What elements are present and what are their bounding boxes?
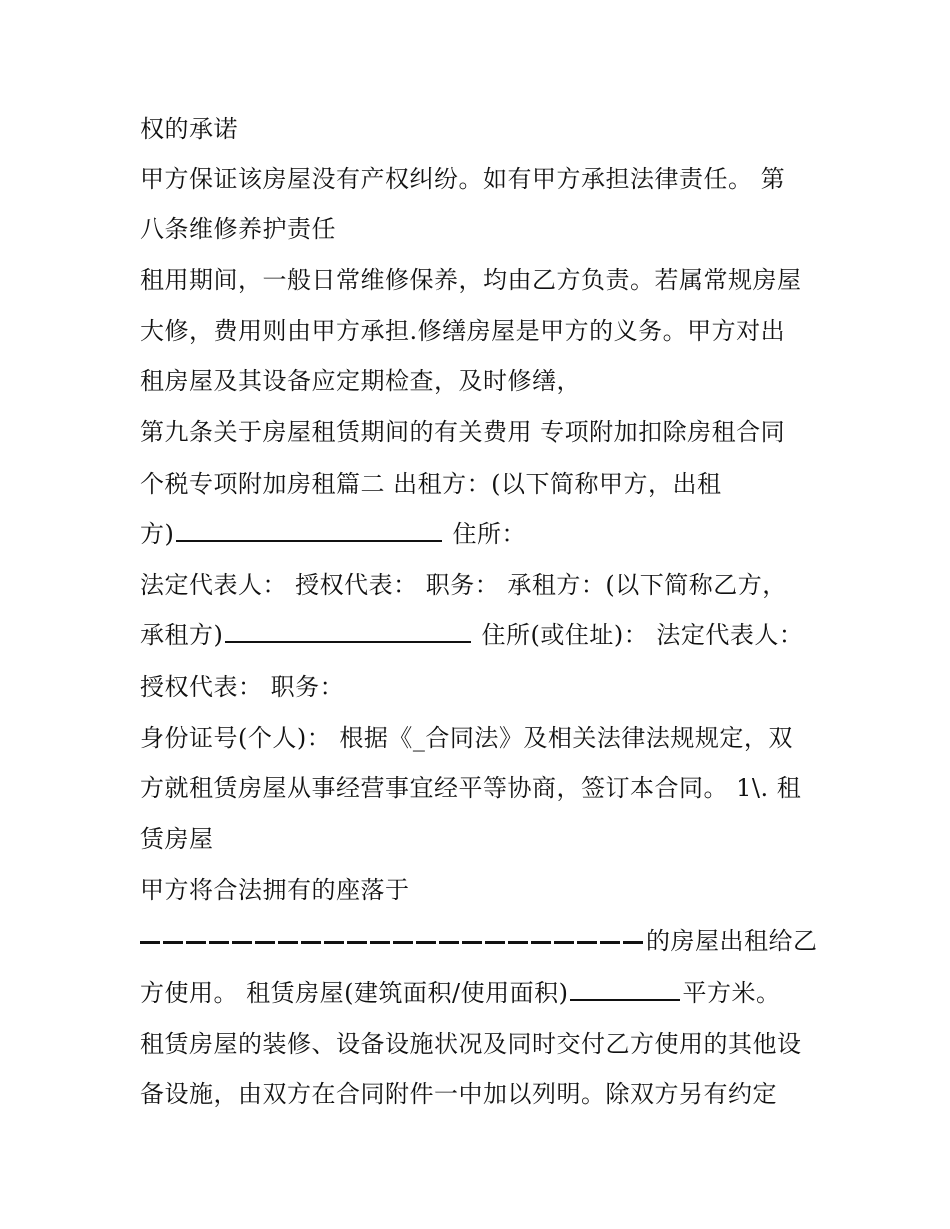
text-line xyxy=(140,925,818,957)
text: 方) xyxy=(140,520,175,548)
text: 租用期间，一般日常维修保养，均由乙方负责。若属常规房屋 xyxy=(140,266,802,294)
text: 方就租赁房屋从事经营事宜经平等协商，签订本合同。 1\. 租 xyxy=(140,774,802,802)
fill-in-blank xyxy=(570,993,680,1001)
text: 甲方保证该房屋没有产权纠纷。如有甲方承担法律责任。 第 xyxy=(140,165,786,193)
text-line xyxy=(140,468,722,500)
text-line xyxy=(140,1028,802,1060)
text-line xyxy=(140,1078,777,1110)
text-line xyxy=(140,163,785,195)
text: 权的承诺 xyxy=(140,115,238,143)
fill-in-blank xyxy=(225,635,471,643)
text: 承租方) xyxy=(140,621,224,649)
text: 身份证号(个人)： 根据《_合同法》及相关法律法规规定，双 xyxy=(140,724,793,752)
text: 平方米。 xyxy=(682,979,781,1007)
text-line xyxy=(140,315,785,347)
text-line xyxy=(140,874,410,906)
text: 大修，费用则由甲方承担.修缮房屋是甲方的义务。甲方对出 xyxy=(140,317,786,345)
text: 租房屋及其设备应定期检查，及时修缮， xyxy=(140,367,581,395)
text-line xyxy=(140,416,785,448)
text: 法定代表人： 授权代表： 职务： 承租方：(以下简称乙方， xyxy=(140,571,787,599)
text-line xyxy=(140,213,336,245)
text-line xyxy=(140,518,526,550)
text: 个税专项附加房租篇二 出租方：(以下简称甲方，出租 xyxy=(140,470,722,498)
text-line xyxy=(140,365,581,397)
text-line xyxy=(140,977,780,1009)
dashed-blank xyxy=(140,927,646,955)
text: 甲方将合法拥有的座落于 xyxy=(140,876,410,904)
text: 授权代表： 职务： xyxy=(140,673,345,701)
text: 第九条关于房屋租赁期间的有关费用 专项附加扣除房租合同 xyxy=(140,418,786,446)
text-line xyxy=(140,772,801,804)
text: 的房屋出租给乙 xyxy=(646,927,818,955)
text: 住所(或住址)： 法定代表人： xyxy=(481,621,804,649)
text: 住所： xyxy=(452,520,527,548)
text: 八条维修养护责任 xyxy=(140,215,336,243)
text-line xyxy=(140,722,793,754)
text: 租赁房屋的装修、设备设施状况及同时交付乙方使用的其他设 xyxy=(140,1030,802,1058)
text-line xyxy=(140,569,787,601)
text: 赁房屋 xyxy=(140,825,214,853)
fill-in-blank xyxy=(176,534,442,542)
text-line xyxy=(140,671,344,703)
text-line xyxy=(140,264,802,296)
text-line xyxy=(140,619,803,651)
text: 方使用。 租赁房屋(建筑面积/使用面积) xyxy=(140,979,569,1007)
text-line xyxy=(140,113,238,145)
text-line xyxy=(140,823,214,855)
text: 备设施，由双方在合同附件一中加以列明。除双方另有约定 xyxy=(140,1080,777,1108)
